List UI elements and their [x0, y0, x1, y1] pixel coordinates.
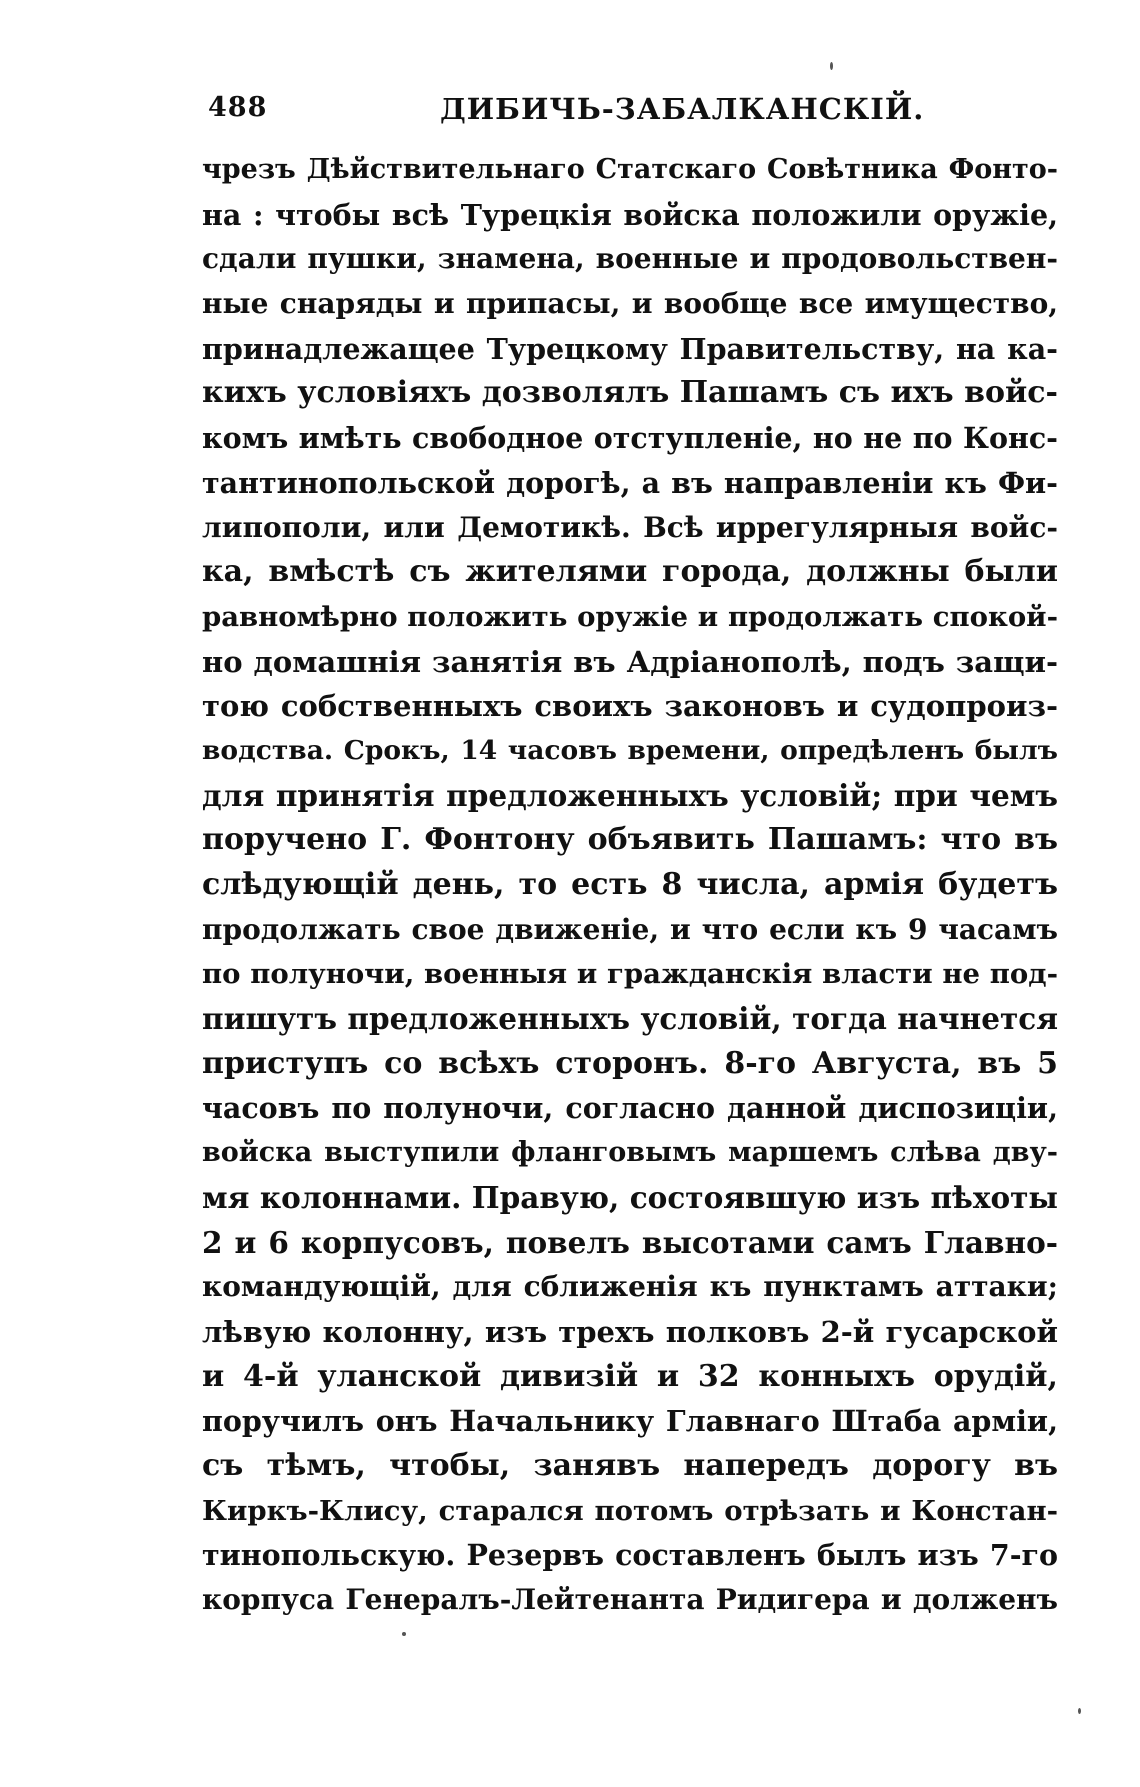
text-line: по полуночи, военныя и гражданскія власти не под-	[202, 958, 1058, 991]
text-line: поручено Г. Фонтону объявить Пашамъ: что въ	[202, 822, 1058, 858]
text-line: Киркъ-Клису, старался потомъ отрѣзать и Констан-	[202, 1494, 1058, 1527]
text-line: и 4-й уланской дивизій и 32 конныхъ орудій,	[202, 1358, 1058, 1394]
text-line: но домашнія занятія въ Адріанополѣ, подъ защи-	[202, 644, 1058, 679]
page-number: 488	[208, 92, 268, 123]
page-header	[208, 92, 1048, 138]
text-line: часовъ по полуночи, согласно данной диспозиціи,	[202, 1091, 1058, 1126]
text-line: пишутъ предложенныхъ условій, тогда начнется	[202, 1001, 1058, 1037]
text-line: чрезъ Дѣйствительнаго Статскаго Совѣтника Фонто-	[202, 154, 1058, 185]
running-head: ДИБИЧЬ-ЗАБАЛКАНСКІЙ.	[440, 92, 925, 126]
text-line: тантинопольской дорогѣ, а въ направленіи къ Фи-	[202, 465, 1058, 500]
text-line: ка, вмѣстѣ съ жителями города, должны были	[202, 554, 1058, 590]
text-line: 2 и 6 корпусовъ, повелъ высотами самъ Главно-	[202, 1224, 1058, 1260]
text-line: принадлежащее Турецкому Правительству, на ка-	[202, 331, 1058, 366]
body-text	[202, 148, 1058, 1623]
print-speck	[830, 62, 833, 70]
text-line: на : чтобы всѣ Турецкія войска положили оружіе,	[202, 197, 1058, 232]
text-line: кихъ условіяхъ дозволялъ Пашамъ съ ихъ войс-	[202, 375, 1058, 411]
text-line: съ тѣмъ, чтобы, занявъ напередъ дорогу въ	[202, 1447, 1058, 1483]
text-line: командующій, для сближенія къ пунктамъ аттаки;	[202, 1270, 1058, 1304]
text-line: приступъ со всѣхъ сторонъ. 8-го Августа, въ 5	[202, 1045, 1058, 1081]
text-line: равномѣрно положить оружіе и продолжать спокой-	[202, 600, 1058, 633]
text-line: для принятія предложенныхъ условій; при чемъ	[202, 777, 1058, 813]
text-line: тою собственныхъ своихъ законовъ и судопроиз-	[202, 689, 1058, 724]
print-speck	[402, 1632, 406, 1636]
text-line: водства. Срокъ, 14 часовъ времени, опредѣленъ былъ	[202, 734, 1058, 766]
text-line: поручилъ онъ Начальнику Главнаго Штаба арміи,	[202, 1404, 1058, 1439]
print-speck	[1078, 1708, 1081, 1714]
text-line: мя колоннами. Правую, состоявшую изъ пѣхоты	[202, 1179, 1058, 1215]
text-line: липополи, или Демотикѣ. Всѣ иррегулярныя войс-	[202, 510, 1058, 544]
text-line: корпуса Генералъ-Лейтенанта Ридигера и долженъ	[202, 1583, 1058, 1616]
text-line: комъ имѣть свободное отступленіе, но не по Конс-	[202, 421, 1058, 456]
text-line: сдали пушки, знамена, военные и продовольствен-	[202, 242, 1058, 276]
text-line: тинопольскую. Резервъ составленъ былъ изъ 7-го	[202, 1538, 1058, 1573]
text-line: войска выступили фланговымъ маршемъ слѣва дву-	[202, 1137, 1058, 1169]
text-line: слѣдующій день, то есть 8 числа, армія будетъ	[202, 867, 1058, 902]
text-line: лѣвую колонну, изъ трехъ полковъ 2-й гусарской	[202, 1314, 1058, 1349]
text-line: продолжать свое движеніе, и что если къ 9 часамъ	[202, 912, 1058, 946]
text-line: ные снаряды и припасы, и вообще все имущество,	[202, 287, 1058, 321]
